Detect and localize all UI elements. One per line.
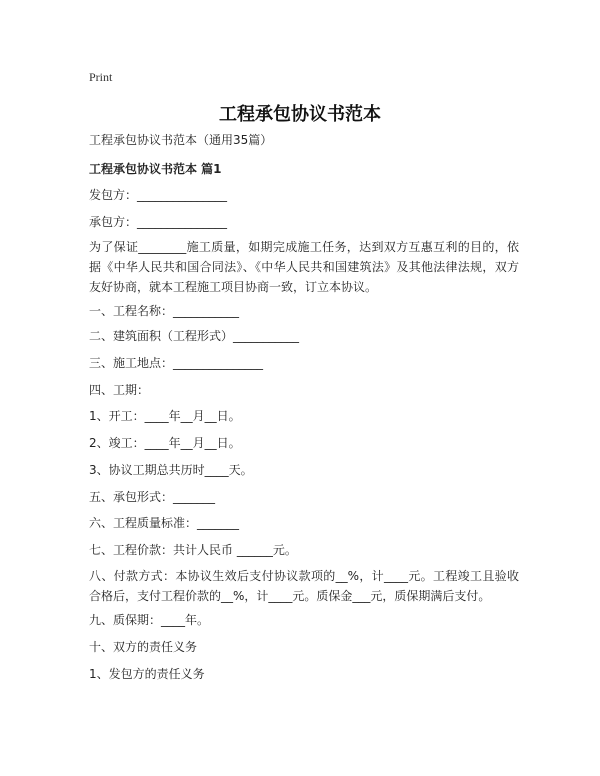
responsibilities-heading: 十、双方的责任义务 [89,640,198,654]
document-subtitle: 工程承包协议书范本（通用35篇） [89,133,273,147]
quality-standard-line: 六、工程质量标准：_______ [89,516,240,530]
party-a-line: 发包方：_______________ [89,188,228,202]
warranty-period-line: 九、质保期：____年。 [89,613,210,627]
intro-paragraph: 为了保证________施工质量，如期完成施工任务，达到双方互惠互利的目的，依据《中华人民共和国合同法》、《中华人民共和国建筑法》及其他法律法规，双方友好协商，就本工程施工项目协商一致，订立本协议。 [89,240,519,294]
print-label: Print [89,70,113,84]
building-area-line: 二、建筑面积（工程形式）___________ [89,329,300,343]
document-title: 工程承包协议书范本 [219,104,381,125]
duration-heading: 四、工期： [89,383,150,397]
completion-date-line: 2、竣工：____年__月__日。 [89,436,241,450]
contract-price-line: 七、工程价款：共计人民币 ______元。 [89,543,297,557]
total-duration-line: 3、协议工期总共历时____天。 [89,463,253,477]
party-b-line: 承包方：_______________ [89,215,228,229]
payment-paragraph: 八、付款方式：本协议生效后支付协议款项的__%，计____元。工程竣工且验收合格后，支付工程价款的__%，计____元。质保金___元，质保期满后支付。 [89,569,519,603]
section-heading: 工程承包协议书范本 篇1 [89,162,222,176]
project-name-line: 一、工程名称：___________ [89,304,240,318]
employer-responsibilities-line: 1、发包方的责任义务 [89,667,205,681]
construction-site-line: 三、施工地点：_______________ [89,356,264,370]
contract-form-line: 五、承包形式：_______ [89,490,216,504]
start-date-line: 1、开工：____年__月__日。 [89,409,241,423]
